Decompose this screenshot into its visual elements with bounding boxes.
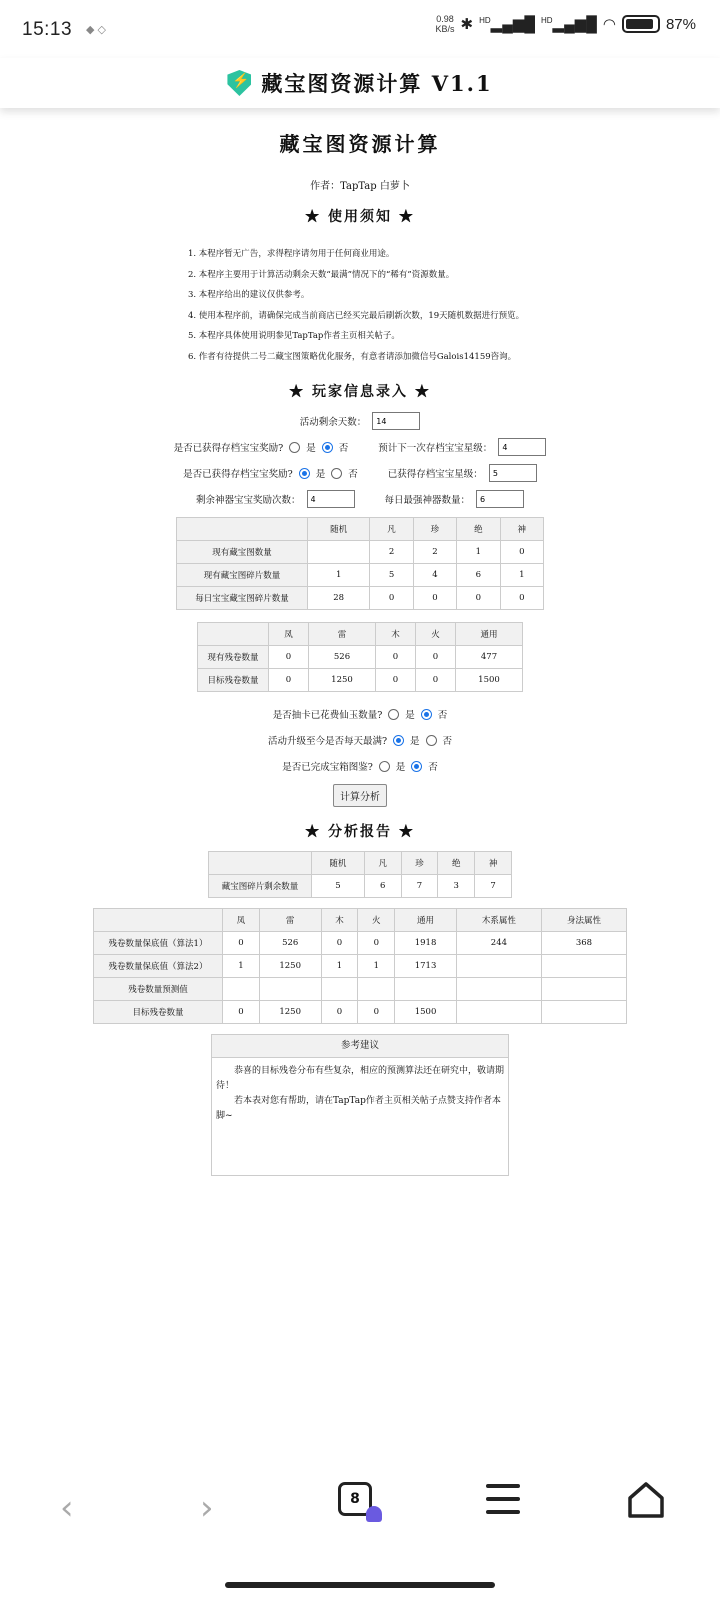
table-header-row: 随机 凡 珍 绝 神 <box>209 852 512 875</box>
advice-title: 参考建议 <box>212 1035 508 1058</box>
table-row: 现有藏宝图碎片数量 1 5 4 6 1 <box>177 564 544 587</box>
q1-next-input[interactable] <box>498 438 546 456</box>
shield-icon <box>227 70 251 96</box>
question-row-3: 是否已完成宝箱图鉴? 是 否 <box>282 762 438 773</box>
notice-item: 2. 本程序主要用于计算活动剩余天数“最满”情况下的“稀有”资源数量。 <box>188 269 455 280</box>
days-label: 活动剩余天数： <box>299 417 367 428</box>
bottom-nav <box>0 1468 720 1538</box>
scroll-table <box>197 622 523 692</box>
q2-cur-input[interactable] <box>489 464 537 482</box>
notice-item: 6. 作者有待提供二号二藏宝图策略优化服务，有意者请添加微信号Galois14159咨询。 <box>188 351 517 362</box>
home-icon[interactable] <box>626 1480 666 1520</box>
question2-yes-radio[interactable] <box>393 735 404 746</box>
table-row: 现有残卷数量 0 526 0 0 477 <box>198 646 523 669</box>
question3-yes-radio[interactable] <box>379 761 390 772</box>
menu-icon[interactable] <box>486 1484 520 1514</box>
days-row <box>0 411 720 431</box>
table-row: 残卷数量保底值（算法2） 1 1250 1 1 1713 <box>94 955 627 978</box>
notice-heading: ★ 使用须知 ★ <box>305 209 415 225</box>
status-indicators <box>436 14 697 34</box>
q3-input[interactable] <box>307 490 355 508</box>
app-header <box>0 58 720 108</box>
q1-no-radio[interactable] <box>322 442 333 453</box>
table-header-row: 随机 凡 珍 绝 神 <box>177 518 544 541</box>
table-row: 现有藏宝图数量 2 2 1 0 <box>177 541 544 564</box>
map-table <box>176 517 544 610</box>
notice-list <box>188 244 720 367</box>
advice-text-2: 若本表对您有帮助，请在TapTap作者主页相关帖子点赞支持作者本脚~ <box>216 1096 501 1121</box>
notice-item: 4. 使用本程序前，请确保完成当前商店已经买完最后刷新次数，19天随机数据进行预览。 <box>188 310 525 321</box>
q4-input[interactable] <box>476 490 524 508</box>
battery-percent: 87% <box>665 15 696 33</box>
notice-item: 1. 本程序暂无广告，求得程序请勿用于任何商业用途。 <box>188 249 395 259</box>
back-icon[interactable]: ‹ <box>60 1488 74 1528</box>
table-row: 目标残卷数量 0 1250 0 0 1500 <box>198 669 523 692</box>
table-row: 目标残卷数量 0 1250 0 0 1500 <box>94 1001 627 1024</box>
tabs-icon[interactable]: 8 <box>338 1482 372 1516</box>
table-row: 残卷数量保底值（算法1） 0 526 0 0 1918 244 368 <box>94 932 627 955</box>
status-time: 15:13 <box>22 19 73 40</box>
table-header-row: 凤 雷 木 火 通用 木系属性 身法属性 <box>94 909 627 932</box>
question3-no-radio[interactable] <box>411 761 422 772</box>
calculate-button[interactable]: 计算分析 <box>333 784 387 807</box>
page-title: 藏宝图资源计算 <box>279 132 441 156</box>
question-row-2: 活动升级至今是否每天最满? 是 否 <box>267 736 453 747</box>
q2-no-radio[interactable] <box>331 468 342 479</box>
q2-label: 是否已获得存档宝宝奖励? <box>183 469 293 480</box>
question-row-1: 是否抽卡已花费仙玉数量? 是 否 <box>272 710 448 721</box>
q3-row <box>0 489 720 509</box>
status-bar <box>0 0 720 58</box>
table-header-row: 凤 雷 木 火 通用 <box>198 623 523 646</box>
q2-cur-label: 已获得存档宝宝星级： <box>387 469 483 480</box>
battery-icon <box>622 15 660 33</box>
app-title: 藏宝图资源计算 V1.1 <box>261 71 493 96</box>
fragment-table <box>208 851 512 898</box>
q2-row: 是否已获得存档宝宝奖励? 是 否 已获得存档宝宝星级： 5 <box>0 463 720 483</box>
table-row: 每日宝宝藏宝图碎片数量 28 0 0 0 0 <box>177 587 544 610</box>
bluetooth-icon: ✱ <box>460 16 474 33</box>
network-speed: 0.98 KB/s <box>435 14 455 34</box>
q1-row: 是否已获得存档宝宝奖励? 是 否 预计下一次存档宝宝星级： 4 <box>0 437 720 457</box>
ghost-icon <box>366 1506 382 1522</box>
table-row: 藏宝图碎片剩余数量 5 6 7 3 7 <box>209 875 512 898</box>
gesture-bar[interactable] <box>225 1582 495 1588</box>
notice-item: 5. 本程序具体使用说明参见TapTap作者主页相关帖子。 <box>188 331 400 341</box>
q1-label: 是否已获得存档宝宝奖励? <box>173 443 284 454</box>
question2-no-radio[interactable] <box>426 735 437 746</box>
advice-box <box>211 1034 509 1176</box>
question1-yes-radio[interactable] <box>388 709 399 720</box>
table-row: 残卷数量预测值 <box>94 978 627 1001</box>
notification-icons: ◆ ◇ <box>86 24 106 36</box>
q1-next-label: 预计下一次存档宝宝星级： <box>378 443 493 454</box>
form-heading: ★ 玩家信息录入 ★ <box>289 384 431 400</box>
forward-icon[interactable]: › <box>200 1488 214 1528</box>
q3-label: 剩余神器宝宝奖励次数： <box>195 495 301 506</box>
results-heading: ★ 分析报告 ★ <box>305 824 415 840</box>
signal-icon-2: $^{HD}$▂▄▆█ <box>540 16 597 33</box>
days-input[interactable] <box>372 412 420 430</box>
advice-text-1: 恭喜的目标残卷分布有些复杂，相应的预测算法还在研究中，敬请期待！ <box>216 1066 505 1091</box>
q4-label: 每日最强神器数量： <box>384 495 471 506</box>
notice-item: 3. 本程序给出的建议仅供参考。 <box>188 290 310 300</box>
q1-yes-radio[interactable] <box>289 442 300 453</box>
scroll-result-table <box>93 908 627 1024</box>
question1-no-radio[interactable] <box>421 709 432 720</box>
author-line: 作者：TapTap 白萝卜 <box>310 181 410 192</box>
q2-yes-radio[interactable] <box>299 468 310 479</box>
page-content <box>0 118 720 1176</box>
signal-icon-1: $^{HD}$▂▄▆█ <box>479 16 535 33</box>
wifi-icon: ◠ <box>602 16 616 33</box>
